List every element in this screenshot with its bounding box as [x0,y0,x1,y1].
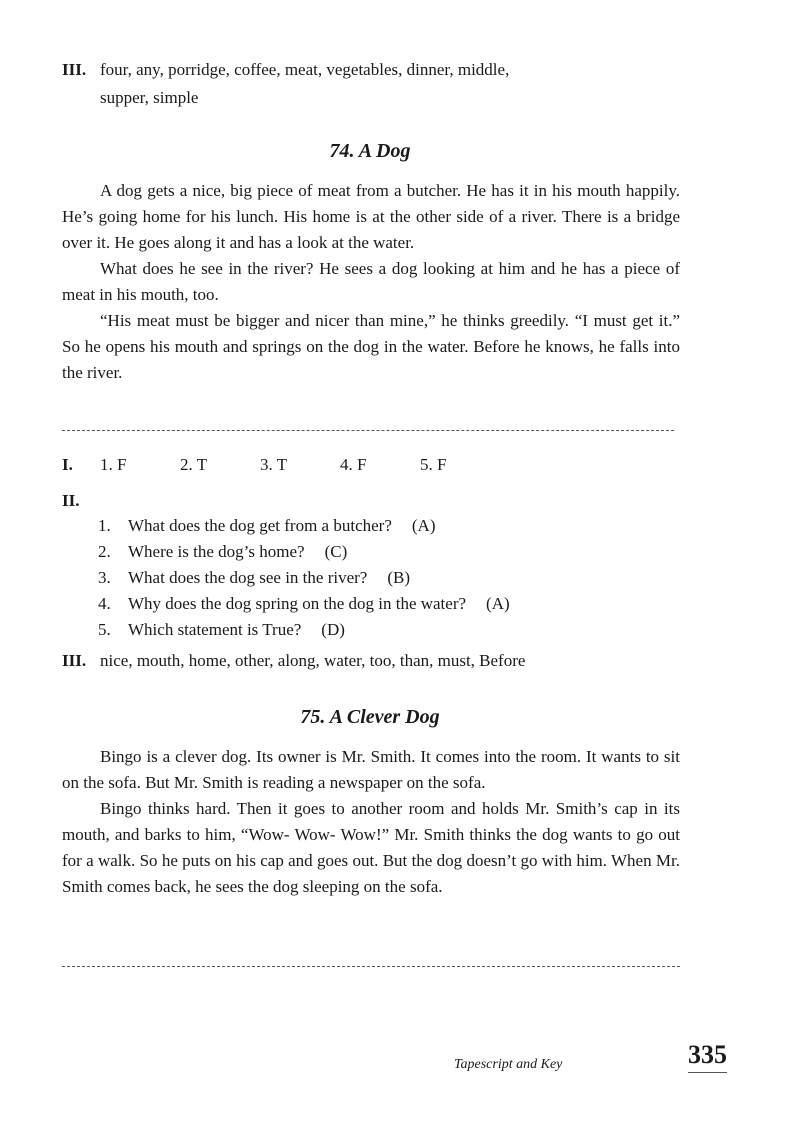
story-75-body [62,744,680,900]
story-74-paragraph: A dog gets a nice, big piece of meat from a butcher. He has it in his mouth happily. He’s going home for his lunch. His home is at the other side of a river. There is a bridge over it. He goes along it and has a look at the water. [62,181,680,252]
question-answer: (B) [387,568,410,587]
question-answer: (A) [411,516,436,535]
key-item: 1. F [100,455,127,474]
prev-answers-text-1: four, any, porridge, coffee, meat, vegetables, dinner, middle, [100,60,510,79]
key-part-1 [62,452,500,478]
key-part-3 [62,648,525,674]
key-item: 2. T [180,455,208,474]
question-text: Why does the dog spring on the dog in the water? [128,594,467,613]
question-number: 1. [98,516,111,535]
key-part-1-label: I. [62,455,73,474]
question-text: What does the dog get from a butcher? [128,516,392,535]
key-question [98,565,410,591]
key-part-2-label: II. [62,491,80,510]
key-question [98,539,347,565]
question-text: What does the dog see in the river? [128,568,368,587]
divider [62,430,674,431]
question-number: 2. [98,542,111,561]
story-75-title: 75. A Clever Dog [300,706,440,728]
story-74-paragraph: What does he see in the river? He sees a dog looking at him and he has a piece of meat in his mouth, too. [62,259,680,304]
question-answer: (D) [321,620,345,639]
question-text: Where is the dog’s home? [128,542,305,561]
key-question [98,513,435,539]
question-text: Which statement is True? [128,620,302,639]
key-part-3-label: III. [62,651,87,670]
question-number: 5. [98,620,111,639]
key-part-3-text: nice, mouth, home, other, along, water, too, than, must, Before [100,651,526,670]
prev-answers-label: III. [62,60,87,79]
question-answer: (C) [324,542,348,561]
prev-answers-text-2: supper, simple [100,88,199,107]
story-74-title: 74. A Dog [329,140,411,162]
question-number: 4. [98,594,111,613]
footer-label: Tapescript and Key [454,1057,563,1072]
key-item: 5. F [420,455,447,474]
story-74-body [62,178,680,386]
key-question [98,591,510,617]
prev-answers-line-1 [62,57,509,83]
page-number: 335 [688,1040,727,1073]
key-question [98,617,345,643]
story-75-paragraph: Bingo thinks hard. Then it goes to another room and holds Mr. Smith’s cap in its mouth, and barks to him, “Wow- Wow- Wow!” Mr. Smith thinks the dog wants to go out for a walk. So he puts on his cap and goes out. But the dog doesn’t go with him. When Mr. Smith comes back, he sees the dog sleeping on the sofa. [62,799,680,896]
question-number: 3. [98,568,111,587]
story-74-paragraph: “His meat must be bigger and nicer than mine,” he thinks greedily. “I must get it.” So he opens his mouth and springs on the dog in the water. Before he knows, he falls into the river. [62,311,680,382]
key-item: 3. T [260,455,288,474]
question-answer: (A) [486,594,510,613]
story-75-paragraph: Bingo is a clever dog. Its owner is Mr. Smith. It comes into the room. It wants to sit on the sofa. But Mr. Smith is reading a newspaper on the sofa. [62,747,680,792]
divider [62,966,680,967]
key-item: 4. F [340,455,367,474]
